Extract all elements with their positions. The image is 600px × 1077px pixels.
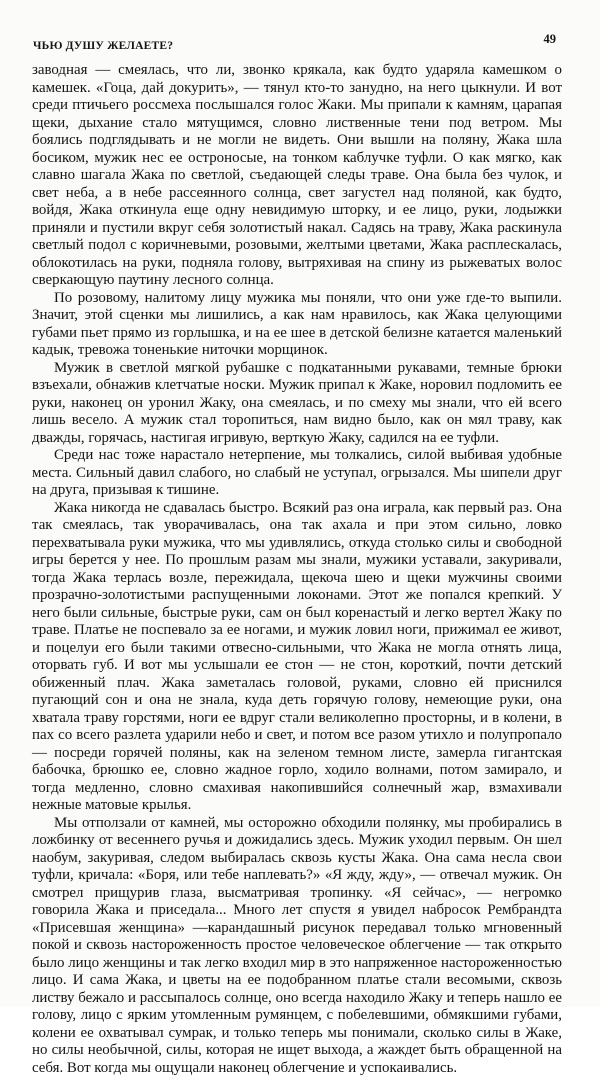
body-text xyxy=(32,62,562,1077)
paragraph: Среди нас тоже нарастало нетерпение, мы толкались, силой выбивая удобные места. Сильный давил слабого, но слабый не уступал, огрызался. Мы шипели друг на друга, призывая к тишине. xyxy=(32,447,562,500)
paragraph: Мы отползали от камней, мы осторожно обходили полянку, мы пробирались в ложбинку от весеннего ручья и дожидались здесь. Мужик уходил первым. Он шел наобум, закуривая, следом выбиралась сквозь кусты Жака. Она сама несла свои туфли, кричала: «Боря, или тебе наплевать?» «Я жду, жду», — отвечал мужик. Он смотрел прищурив глаза, высматривая тропинку. «Я сейчас», — негромко говорила Жака и приседала... Много лет спустя я увидел набросок Рембрандта «Присевшая женщина» —карандашный рисунок передавал только мгновенный покой и сквозь настороженность простое человеческое облегчение — так открыто было лицо женщины и так легко входил мир в это напряженное настороженностью лицо. И сама Жака, и цветы на ее подобранном платье стали весомыми, сквозь листву бежало и рассыпалось солнце, оно всегда находило Жаку и теперь нашло ее голову, лицо с ярким утомленным румянцем, с побелевшими, обмякшими губами, колени ее охватывал сумрак, и только теперь мы понимали, сколько силы в Жаке, но силы необычной, силы, которая не ищет выхода, а жаждет быть обращенной на себя. Вот когда мы ощущали наконец облегчение и успокаивались. xyxy=(32,815,562,1077)
paragraph: Мужик в светлой мягкой рубашке с подкатанными рукавами, темные брюки взъехали, обнажив клетчатые носки. Мужик припал к Жаке, норовил подломить ее руки, наконец он уронил Жаку, она смеялась, и по смеху мы знали, что ей всего лишь весело. А мужик стал торопиться, нам видно было, как он мял траву, как дважды, горячась, настигая игривую, верткую Жаку, садился на ее туфли. xyxy=(32,360,562,448)
paragraph: Жака никогда не сдавалась быстро. Всякий раз она играла, как первый раз. Она так смеялась, так уворачивалась, она так ахала и при этом сильно, ловко перехватывала руки мужика, что мы удивлялись, откуда столько силы и свободной игры берется у нее. По прошлым разам мы знали, мужики уставали, закуривали, тогда Жака терлась возле, пережидала, щекоча шею и щеки мужчины своими прозрачно-золотистыми распущенными локонами. Этот же попался крепкий. У него были сильные, быстрые руки, сам он был коренастый и легко вертел Жаку по траве. Платье не поспевало за ее ногами, и мужик ловил ноги, прижимал ее живот, и поцелуи его были такими отвесно-сильными, что Жака не могла отнять лица, оторвать губ. И вот мы услышали ее стон — не стон, короткий, почти детский обиженный плач. Жака заметалась головой, руками, словно ей приснился пугающий сон и она не знала, куда деть горячую голову, немеющие руки, она хватала траву горстями, ноги ее вдруг стали великолепно просторны, и в колени, в пах со всего разлета ударили небо и свет, и потом все разом утихло и полупропало — посреди горячей поляны, как на зеленом темном листе, замерла гигантская бабочка, брюшко ее, словно жадное горло, ходило волнами, потом замирало, и тогда медленно, словно смахивая накопившийся солнечный жар, взмахивали нежные матовые крылья. xyxy=(32,500,562,815)
page-number: 49 xyxy=(544,32,557,47)
paragraph: По розовому, налитому лицу мужика мы поняли, что они уже где-то выпили. Значит, этой сценки мы лишились, а как нам нравилось, как Жака целующими губами пьет прямо из горлышка, и на ее шее в детской белизне катается маленький кадык, тревожа тоненькие ниточки морщинок. xyxy=(32,290,562,360)
running-title: ЧЬЮ ДУШУ ЖЕЛАЕТЕ? xyxy=(33,40,173,52)
paragraph: заводная — смеялась, что ли, звонко крякала, как будто ударяла камешком о камешек. «Гоца, дай докурить», — тянул кто-то занудно, на него цыкнули. И вот среди птичьего россмеха послышался голос Жаки. Мы припали к камням, царапая щеки, дыхание стало мятущимся, словно лиственные тени под ветром. Мы боялись подглядывать и не могли не видеть. Они вышли на поляну, Жака шла босиком, мужик нес ее остроносые, на тонком каблучке туфли. О как мягко, как славно шагала Жака по светлой, съедающей следы траве. Она была без чулок, и свет неба, а в небе рассеянного солнца, свет загустел над поляной, как будто, войдя, Жака откинула еще одну невидимую шторку, и ее лицо, руки, лодыжки приняли и пустили вкруг себя золотистый накал. Садясь на траву, Жака раскинула светлый подол с коричневыми, розовыми, желтыми цветами, Жака расплескалась, облокотилась на руки, подняла голову, вытряхивая на спину из рыжеватых волос сверкающую паутину лесного солнца. xyxy=(32,62,562,290)
